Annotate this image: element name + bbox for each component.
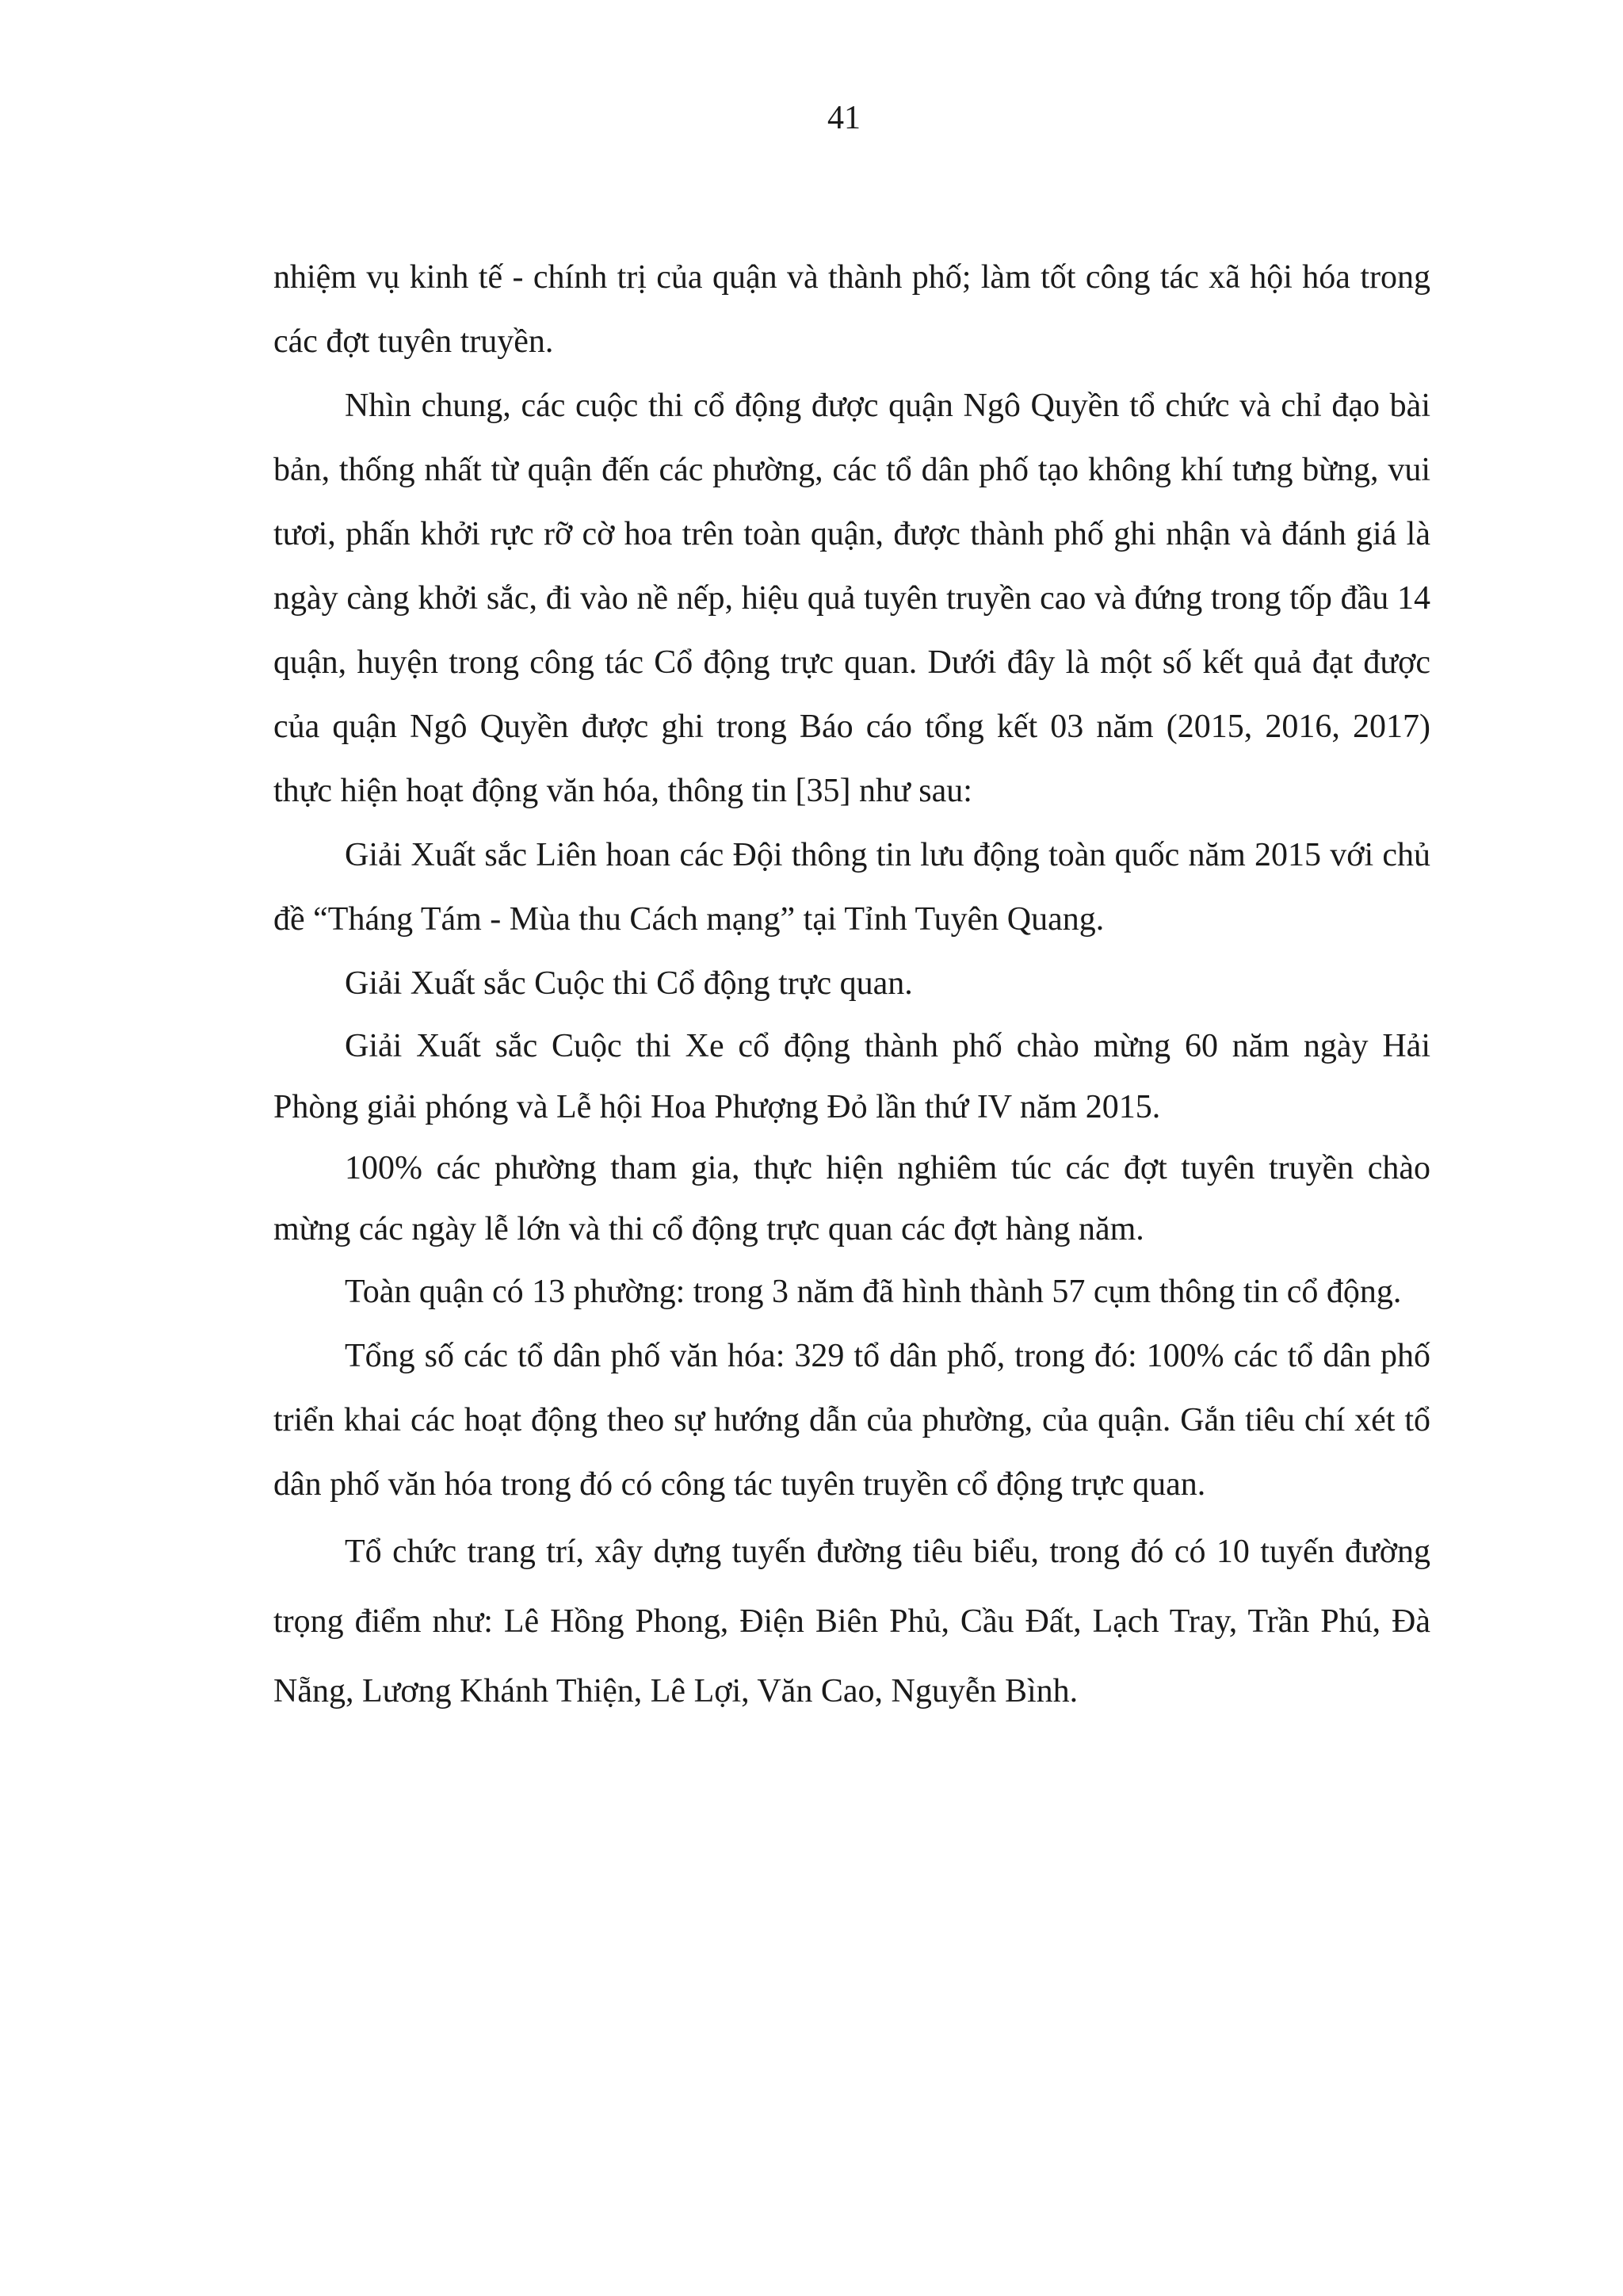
page-number: 41: [827, 100, 861, 136]
paragraph-wards-participation: 100% các phường tham gia, thực hiện nghiêm túc các đợt tuyên truyền chào mừng các ngày lễ lớn và thi cổ động trực quan các đợt hàng năm.: [273, 1150, 1430, 1247]
document-body: [273, 246, 1430, 1726]
paragraph-continuation: nhiệm vụ kinh tế - chính trị của quận và thành phố; làm tốt công tác xã hội hóa trong các đợt tuyên truyền.: [273, 259, 1430, 360]
paragraph-info-clusters: Toàn quận có 13 phường: trong 3 năm đã hình thành 57 cụm thông tin cổ động.: [345, 1274, 1402, 1310]
paragraph-award-vehicle: Giải Xuất sắc Cuộc thi Xe cổ động thành phố chào mừng 60 năm ngày Hải Phòng giải phóng và Lễ hội Hoa Phượng Đỏ lần thứ IV năm 2015.: [273, 1028, 1430, 1125]
paragraph-residential-groups: Tổng số các tổ dân phố văn hóa: 329 tổ dân phố, trong đó: 100% các tổ dân phố triển khai các hoạt động theo sự hướng dẫn của phường, của quận. Gắn tiêu chí xét tổ dân phố văn hóa trong đó có công tác tuyên truyền cổ động trực quan.: [273, 1338, 1430, 1503]
paragraph-award-festival: Giải Xuất sắc Liên hoan các Đội thông tin lưu động toàn quốc năm 2015 với chủ đề “Tháng Tám - Mùa thu Cách mạng” tại Tỉnh Tuyên Quang.: [273, 837, 1430, 938]
paragraph-summary: Nhìn chung, các cuộc thi cổ động được quận Ngô Quyền tổ chức và chỉ đạo bài bản, thống nhất từ quận đến các phường, các tổ dân phố tạo không khí tưng bừng, vui tươi, phấn khởi rực rỡ cờ hoa trên toàn quận, được thành phố ghi nhận và đánh giá là ngày càng khởi sắc, đi vào nề nếp, hiệu quả tuyên truyền cao và đứng trong tốp đầu 14 quận, huyện trong công tác Cổ động trực quan. Dưới đây là một số kết quả đạt được của quận Ngô Quyền được ghi trong Báo cáo tổng kết 03 năm (2015, 2016, 2017) thực hiện hoạt động văn hóa, thông tin [35] như sau:: [273, 388, 1430, 809]
paragraph-award-visual: Giải Xuất sắc Cuộc thi Cổ động trực quan.: [345, 965, 913, 1002]
paragraph-streets: Tổ chức trang trí, xây dựng tuyến đường tiêu biểu, trong đó có 10 tuyến đường trọng điểm như: Lê Hồng Phong, Điện Biên Phủ, Cầu Đất, Lạch Tray, Trần Phú, Đà Nẵng, Lương Khánh Thiện, Lê Lợi, Văn Cao, Nguyễn Bình.: [273, 1534, 1430, 1710]
